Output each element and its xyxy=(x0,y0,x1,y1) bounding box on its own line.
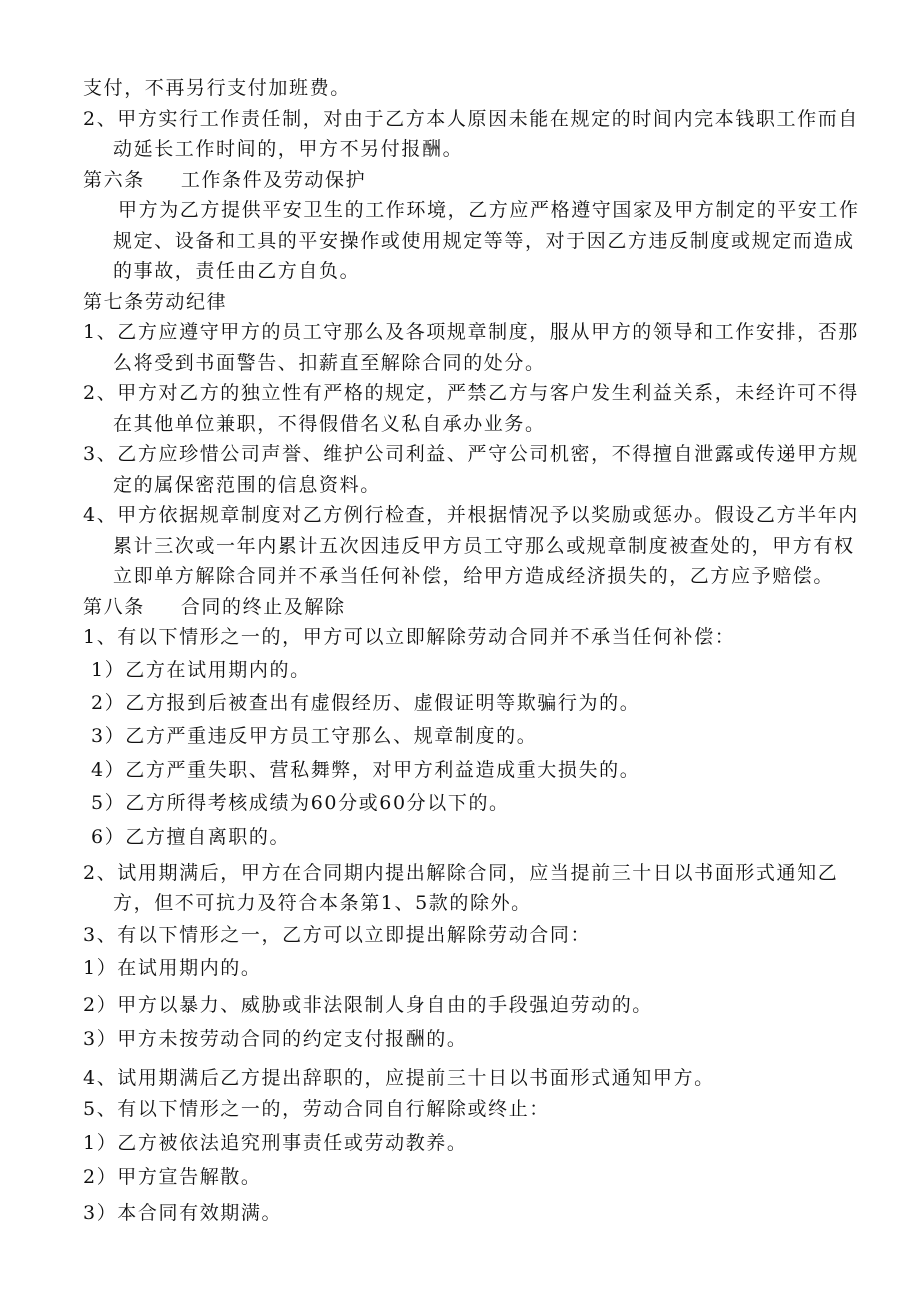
article-number: 第八条 xyxy=(83,596,145,618)
clause-item: 1、有以下情形之一的，甲方可以立即解除劳动合同并不承当任何补偿： xyxy=(83,626,736,648)
clause-item-cont: 在其他单位兼职，不得假借名义私自承办业务。 xyxy=(113,413,546,435)
clause-item-cont: 动延长工作时间的，甲方不另付报酬。 xyxy=(113,138,464,160)
clause-item-cont: 方，但不可抗力及符合本条第1、5款的除外。 xyxy=(113,892,532,914)
article-7-heading: 第七条劳动纪律 xyxy=(83,291,228,313)
clause-item: 4、甲方依据规章制度对乙方例行检查，并根据情况予以奖励或惩办。假设乙方半年内 xyxy=(83,504,859,526)
paragraph-line: 规定、设备和工具的平安操作或使用规定等等，对于因乙方违反制度或规定而造成 xyxy=(113,230,855,252)
sub-item: 3）甲方未按劳动合同的约定支付报酬的。 xyxy=(83,1028,468,1050)
clause-item-cont: 定的属保密范围的信息资料。 xyxy=(113,474,381,496)
sub-item: 1）乙方被依法追究刑事责任或劳动教养。 xyxy=(83,1132,468,1154)
sub-item: 2）甲方以暴力、威胁或非法限制人身自由的手段强迫劳动的。 xyxy=(83,994,653,1016)
sub-item: 3）乙方严重违反甲方员工守那么、规章制度的。 xyxy=(91,725,538,747)
sub-item: 3）本合同有效期满。 xyxy=(83,1202,283,1224)
clause-item: 5、有以下情形之一的，劳动合同自行解除或终止： xyxy=(83,1098,550,1120)
clause-item: 1、乙方应遵守甲方的员工守那么及各项规章制度，服从甲方的领导和工作安排，否那 xyxy=(83,321,859,343)
clause-item-cont: 立即单方解除合同并不承当任何补偿，给甲方造成经济损失的，乙方应予赔偿。 xyxy=(113,565,835,587)
sub-item: 4）乙方严重失职、营私舞弊，对甲方利益造成重大损失的。 xyxy=(91,759,641,781)
clause-item: 3、有以下情形之一，乙方可以立即提出解除劳动合同： xyxy=(83,924,592,946)
sub-item: 1）在试用期内的。 xyxy=(83,957,262,979)
clause-item: 3、乙方应珍惜公司声誉、维护公司利益、严守公司机密，不得擅自泄露或传递甲方规 xyxy=(83,443,859,465)
article-title: 合同的终止及解除 xyxy=(180,596,346,618)
article-8-heading xyxy=(83,594,346,620)
clause-item: 2、甲方实行工作责任制，对由于乙方本人原因未能在规定的时间内完本钱职工作而自 xyxy=(83,108,859,130)
clause-item: 2、试用期满后，甲方在合同期内提出解除合同，应当提前三十日以书面形式通知乙 xyxy=(83,862,839,884)
sub-item: 5）乙方所得考核成绩为60分或60分以下的。 xyxy=(91,792,510,814)
text-line: 支付，不再另行支付加班费。 xyxy=(83,77,351,99)
clause-item: 2、甲方对乙方的独立性有严格的规定，严禁乙方与客户发生利益关系，未经许可不得 xyxy=(83,382,859,404)
sub-item: 2）乙方报到后被查出有虚假经历、虚假证明等欺骗行为的。 xyxy=(91,692,641,714)
sub-item: 2）甲方宣告解散。 xyxy=(83,1166,262,1188)
clause-item-cont: 累计三次或一年内累计五次因违反甲方员工守那么或规章制度被查处的，甲方有权 xyxy=(113,535,855,557)
article-title: 工作条件及劳动保护 xyxy=(180,169,367,191)
clause-item-cont: 么将受到书面警告、扣薪直至解除合同的处分。 xyxy=(113,352,546,374)
sub-item: 6）乙方擅自离职的。 xyxy=(91,826,291,848)
clause-item: 4、试用期满后乙方提出辞职的，应提前三十日以书面形式通知甲方。 xyxy=(83,1067,715,1089)
article-number: 第六条 xyxy=(83,169,145,191)
paragraph-line: 的事故，责任由乙方自负。 xyxy=(113,260,361,282)
paragraph-line: 甲方为乙方提供平安卫生的工作环境，乙方应严格遵守国家及甲方制定的平安工作 xyxy=(118,199,860,221)
sub-item: 1）乙方在试用期内的。 xyxy=(91,659,311,681)
article-6-heading xyxy=(83,167,366,193)
